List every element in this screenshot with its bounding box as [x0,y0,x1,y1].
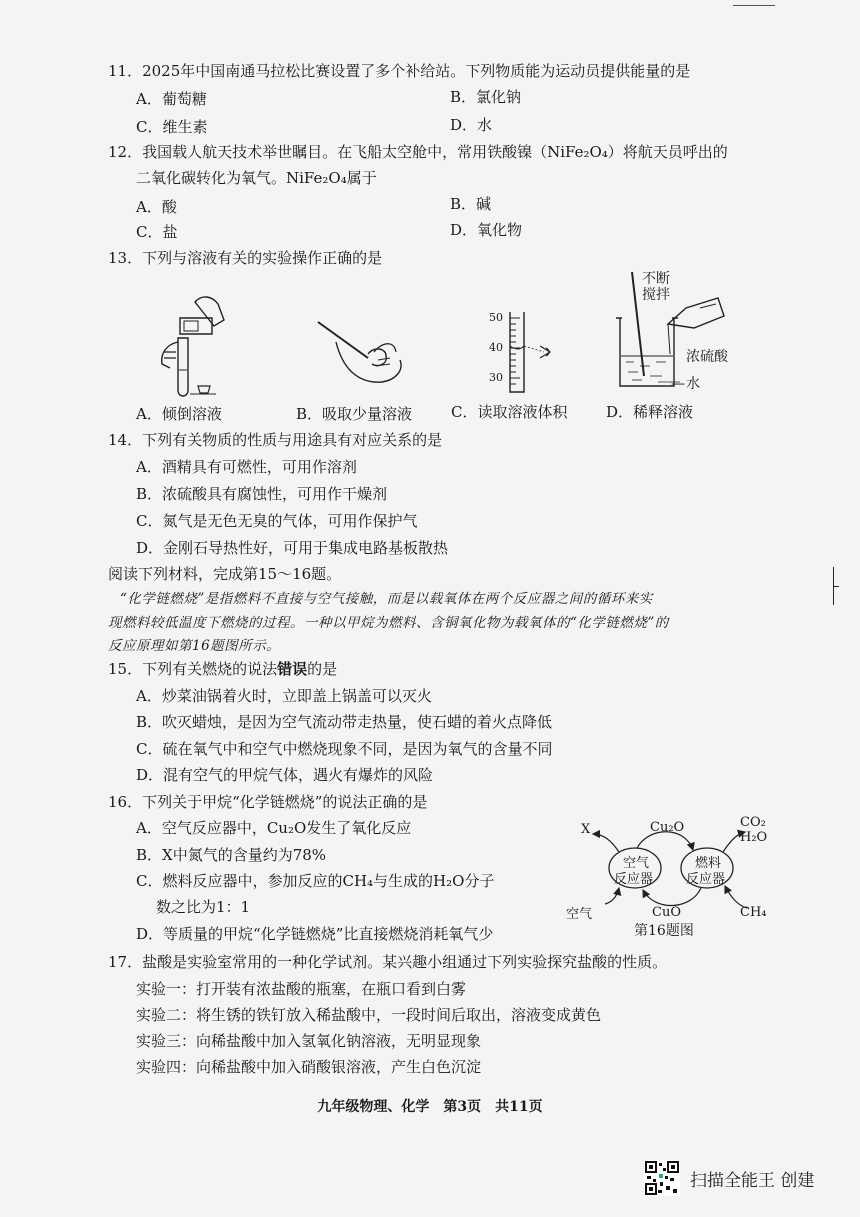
diagram-label-h2o: H₂O [740,830,768,845]
scanner-watermark-text: 扫描全能王 创建 [690,1170,815,1191]
label-water: 水 [686,376,700,392]
binding-mark-tick [833,586,839,587]
question-13-stem: 13．下列与溶液有关的实验操作正确的是 [108,249,383,267]
q17-experiment-1: 实验一：打开装有浓盐酸的瓶塞，在瓶口看到白雾 [136,980,467,998]
q14-option-d: D．金刚石导热性好，可用于集成电路基板散热 [136,539,449,557]
question-12-stem-line1: 12．我国载人航天技术举世瞩目。在飞船太空舱中，常用铁酸镍（NiFe₂O₄）将航天员呼出的 [108,143,728,161]
question-15-stem [108,659,337,679]
diagram-label-cuo: CuO [652,905,681,920]
q17-experiment-4: 实验四：向稀盐酸中加入硝酸银溶液，产生白色沉淀 [136,1058,482,1076]
label-stir-1: 不断 [642,271,670,287]
question-17-stem: 17．盐酸是实验室常用的一种化学试剂。某兴趣小组通过下列实验探究盐酸的性质。 [108,953,668,971]
q15-stem-emphasis: 错误 [277,660,308,678]
material-intro: 阅读下列材料，完成第15～16题。 [108,565,342,583]
label-stir-2: 搅拌 [642,287,670,303]
question-11-stem: 11．2025年中国南通马拉松比赛设置了多个补给站。下列物质能为运动员提供能量的是 [108,62,691,80]
qr-code-icon [644,1160,680,1196]
q14-option-a: A．酒精具有可燃性，可用作溶剂 [136,458,357,476]
q17-experiment-3: 实验三：向稀盐酸中加入氢氧化钠溶液，无明显现象 [136,1032,482,1050]
diagram-label-air-input: 空气 [566,907,593,922]
label-conc-sulfuric-acid: 浓硫酸 [686,349,728,365]
q15-option-d: D．混有空气的甲烷气体，遇火有爆炸的风险 [136,766,434,784]
diagram-label-cu2o: Cu₂O [650,820,685,835]
air-reactor-label-1: 空气 [623,856,650,871]
q13-option-b: B．吸取少量溶液 [296,405,413,423]
q11-option-a: A．葡萄糖 [136,90,207,108]
q12-option-b: B．碱 [450,195,492,213]
q12-option-a: A．酸 [136,198,177,216]
q11-option-b: B．氯化钠 [450,88,522,106]
q15-stem-pre: 15．下列有关燃烧的说法 [108,660,278,678]
q12-option-d: D．氧化物 [450,221,523,239]
question-16-stem: 16．下列关于甲烷“化学链燃烧”的说法正确的是 [108,793,428,811]
q16-option-c-line1: C．燃料反应器中，参加反应的CH₄与生成的H₂O分子 [136,872,495,890]
q16-option-d: D．等质量的甲烷“化学链燃烧”比直接燃烧消耗氧气少 [136,925,494,943]
diagram-label-x: X [581,822,591,837]
question-14-stem: 14．下列有关物质的性质与用途具有对应关系的是 [108,431,443,449]
page-footer: 九年级物理、化学 第3页 共11页 [317,1099,543,1115]
top-edge-line [733,5,775,6]
water-leader: — [671,376,685,392]
fuel-reactor-label-2: 反应器 [686,872,726,887]
diagram-label-co2: CO₂ [740,815,766,830]
q15-option-c: C．硫在氧气中和空气中燃烧现象不同，是因为氧气的含量不同 [136,740,553,758]
cylinder-tick-40: 40 [489,341,503,354]
figure-16-caption: 第16题图 [634,923,694,939]
question-12-stem-line2: 二氧化碳转化为氧气。NiFe₂O₄属于 [136,169,377,187]
figure-dilute-acid [610,268,760,398]
scanner-watermark [644,1160,814,1196]
q15-stem-post: 的是 [307,660,338,678]
q11-option-d: D．水 [450,116,493,134]
material-paragraph-line2: 现燃料较低温度下燃烧的过程。一种以甲烷为燃料、含铜氧化物为载氧体的“化学链燃烧”的 [108,615,669,631]
q15-option-a: A．炒菜油锅着火时，立即盖上锅盖可以灭火 [136,687,432,705]
cylinder-tick-30: 30 [489,371,503,384]
q13-option-c: C．读取溶液体积 [451,403,568,421]
figure-dropper [312,312,412,392]
q13-option-a: A．倾倒溶液 [136,405,222,423]
q14-option-c: C．氮气是无色无臭的气体，可用作保护气 [136,512,418,530]
q16-option-a: A．空气反应器中，Cu₂O发生了氧化反应 [136,819,412,837]
fuel-reactor-label-1: 燃料 [695,856,722,871]
q11-option-c: C．维生素 [136,118,208,136]
material-paragraph-line1: “化学链燃烧”是指燃料不直接与空气接触，而是以载氧体在两个反应器之间的循环来实 [120,591,653,607]
q12-option-c: C．盐 [136,223,178,241]
q16-option-c-line2: 数之比为1：1 [156,898,251,916]
q15-option-b: B．吹灭蜡烛，是因为空气流动带走热量，使石蜡的着火点降低 [136,713,553,731]
q13-option-d: D．稀释溶液 [606,403,694,421]
q14-option-b: B．浓硫酸具有腐蚀性，可用作干燥剂 [136,485,388,503]
figure-pour-solution [150,290,240,402]
cylinder-tick-50: 50 [489,311,503,324]
air-reactor-label-2: 反应器 [614,872,654,887]
q16-option-b: B．X中氮气的含量约为78% [136,846,327,864]
material-paragraph-line3: 反应原理如第16题图所示。 [108,638,281,654]
q17-experiment-2: 实验二：将生锈的铁钉放入稀盐酸中，一段时间后取出，溶液变成黄色 [136,1006,602,1024]
diagram-label-ch4: CH₄ [740,905,767,920]
